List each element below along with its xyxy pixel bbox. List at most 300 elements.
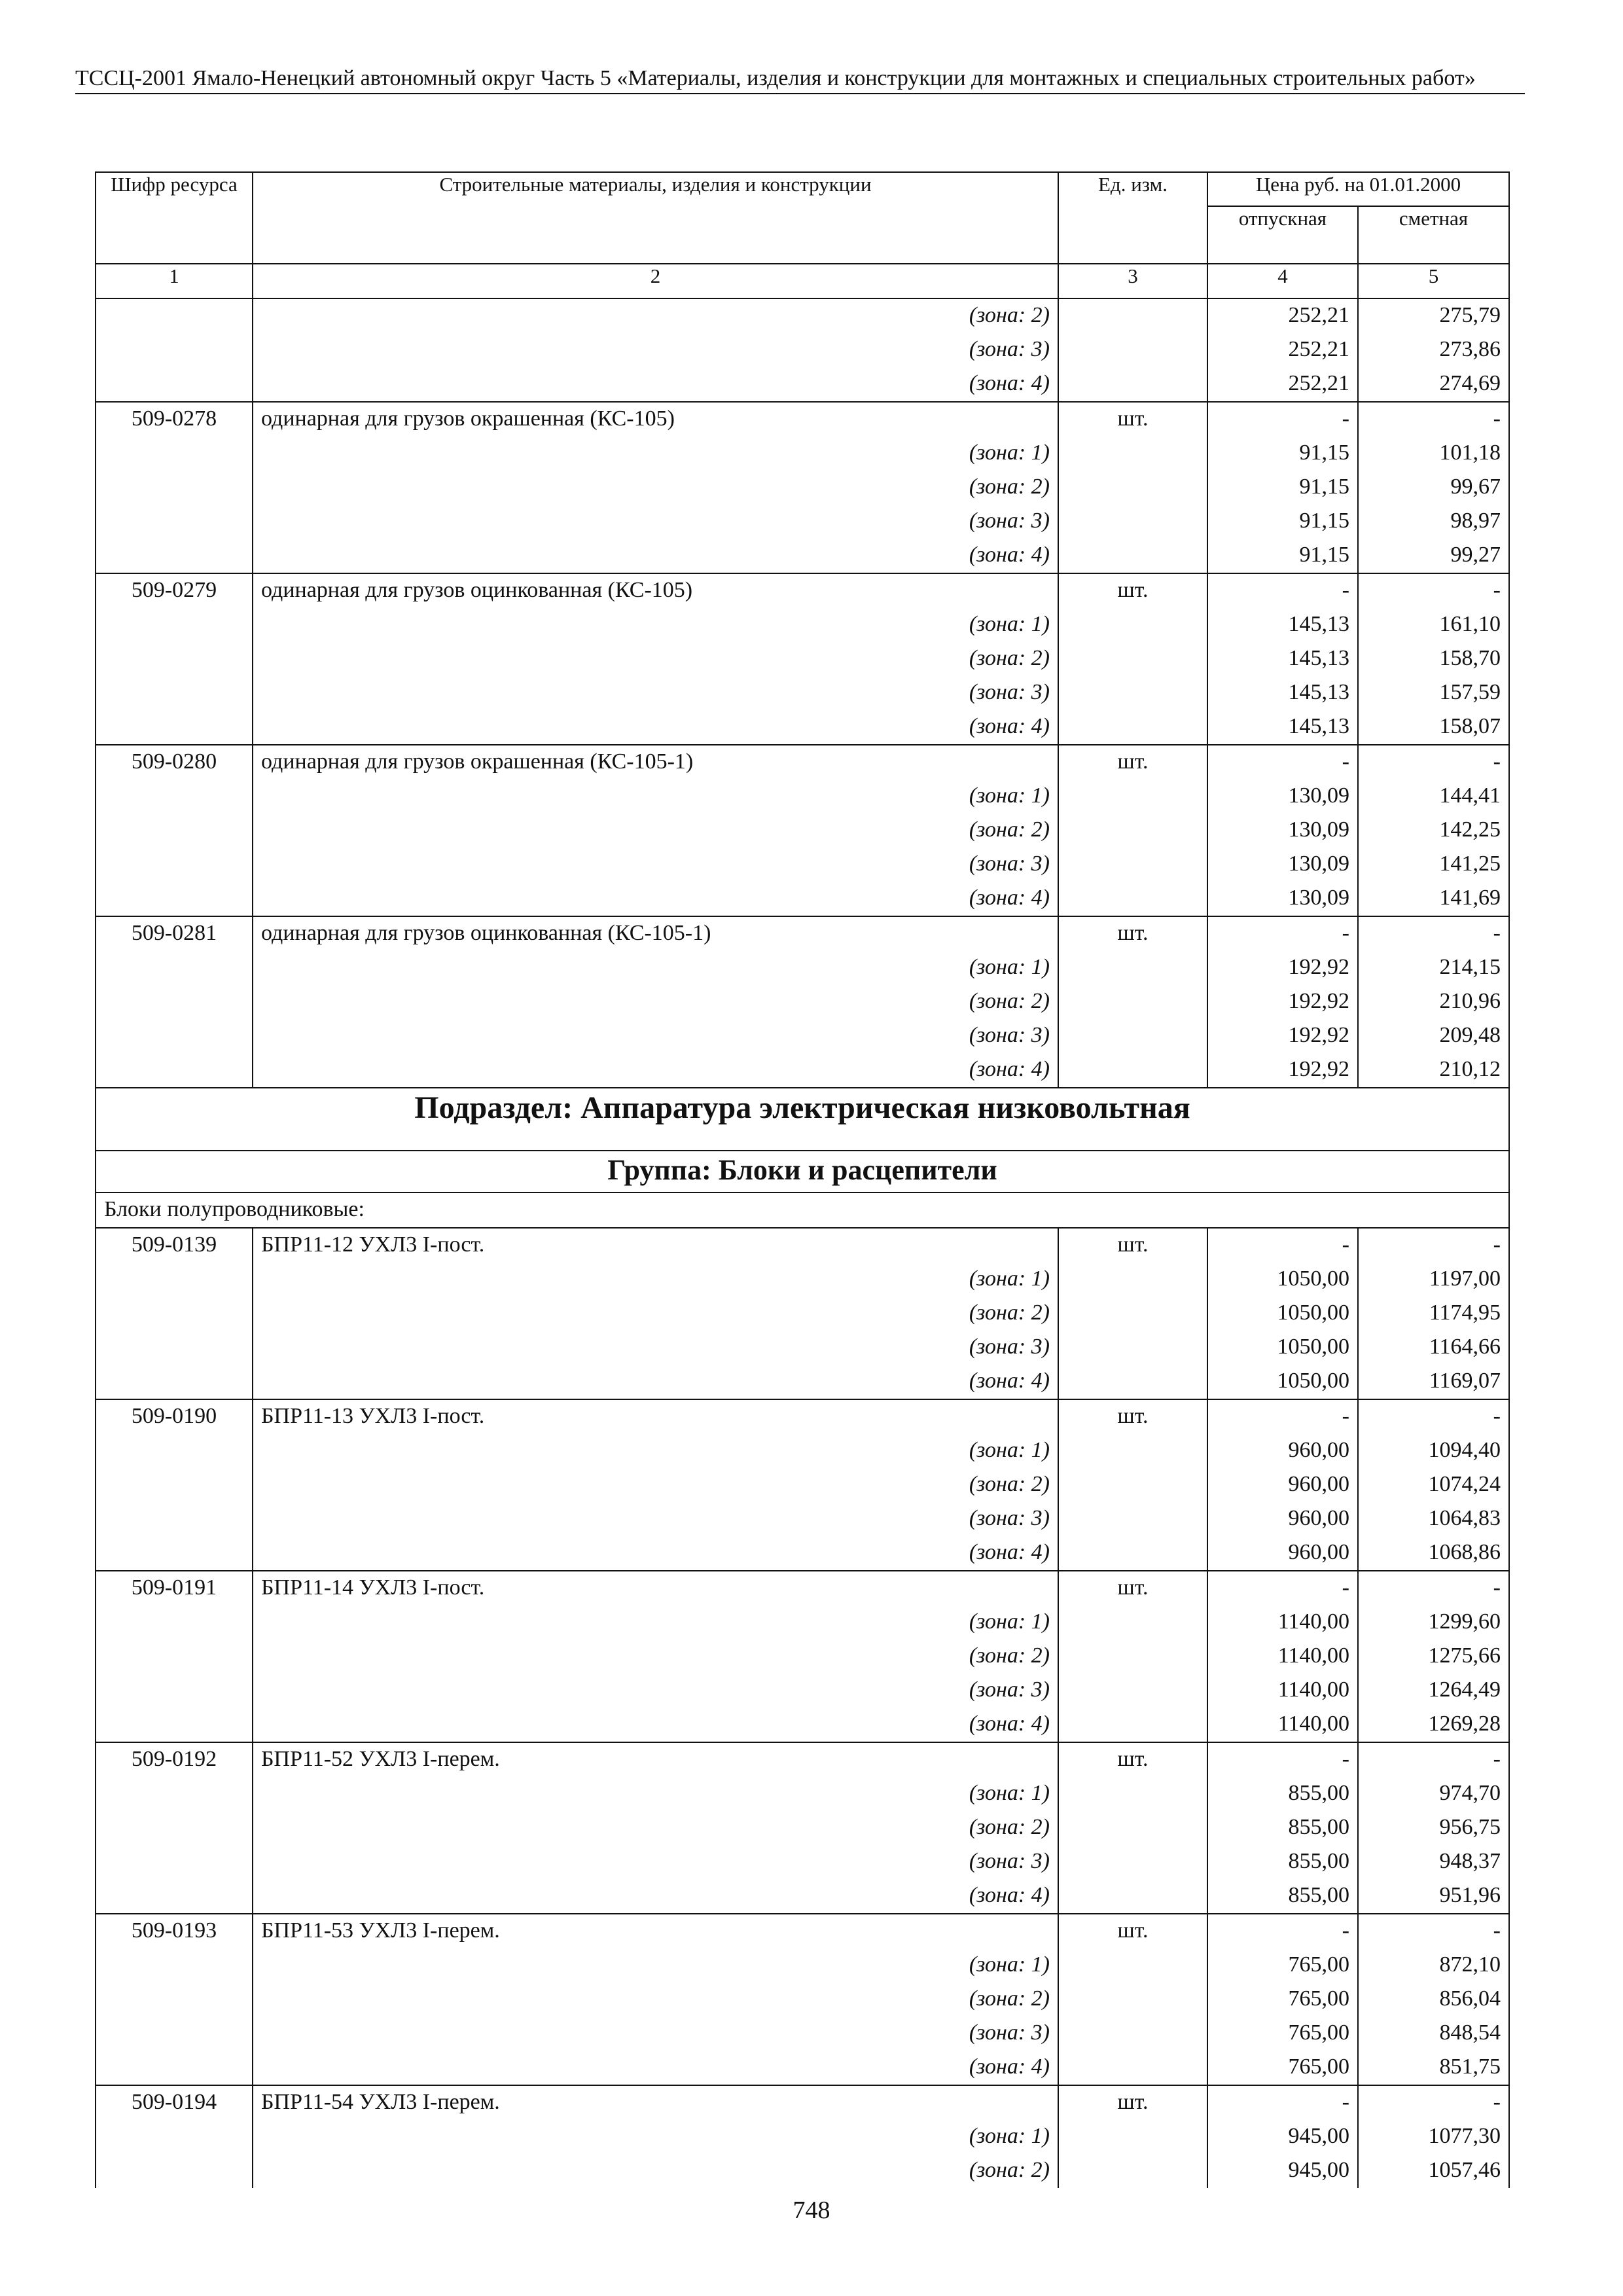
release-price-cell: 252,21 (1207, 333, 1358, 367)
col-number-1: 1 (96, 264, 253, 298)
estimate-price-cell: 158,70 (1358, 642, 1509, 676)
estimate-price-cell: 158,07 (1358, 710, 1509, 745)
release-price-cell: 145,13 (1207, 676, 1358, 710)
release-price-cell: 130,09 (1207, 780, 1358, 814)
estimate-price-cell: 1169,07 (1358, 1365, 1509, 1399)
table-row-zone (96, 1605, 1509, 1640)
resource-code-cell (96, 1879, 253, 1914)
estimate-price-cell: 974,70 (1358, 1777, 1509, 1811)
category-label: Блоки полупроводниковые: (96, 1193, 1509, 1228)
resource-code-cell (96, 2017, 253, 2051)
resource-code-cell (96, 298, 253, 333)
resource-code-cell (96, 1845, 253, 1879)
material-name-cell: БПР11-14 УХЛ3 I-пост. (253, 1571, 1058, 1605)
table-row-zone (96, 1263, 1509, 1297)
resource-code-cell (96, 1674, 253, 1708)
zone-label-cell: (зона: 3) (253, 2017, 1058, 2051)
table-row-zone (96, 505, 1509, 539)
resource-code-cell: 509-0192 (96, 1742, 253, 1777)
unit-cell (1058, 814, 1207, 848)
release-price-cell: 765,00 (1207, 1948, 1358, 1982)
unit-cell (1058, 642, 1207, 676)
release-price-cell: 1050,00 (1207, 1297, 1358, 1331)
price-table (95, 171, 1510, 2188)
resource-code-cell (96, 1297, 253, 1331)
category-row (96, 1193, 1509, 1228)
zone-label-cell: (зона: 4) (253, 539, 1058, 573)
zone-label-cell: (зона: 4) (253, 882, 1058, 916)
resource-code-cell (96, 814, 253, 848)
release-price-cell: 252,21 (1207, 367, 1358, 402)
resource-code-cell (96, 1811, 253, 1845)
table-row-zone (96, 951, 1509, 985)
estimate-price-cell: 856,04 (1358, 1982, 1509, 2017)
estimate-price-cell: - (1358, 573, 1509, 608)
unit-cell (1058, 1674, 1207, 1708)
release-price-cell: 765,00 (1207, 2017, 1358, 2051)
unit-cell (1058, 298, 1207, 333)
estimate-price-cell: 851,75 (1358, 2051, 1509, 2085)
release-price-cell: 192,92 (1207, 1019, 1358, 1053)
release-price-cell: 960,00 (1207, 1434, 1358, 1468)
unit-cell: шт. (1058, 402, 1207, 437)
estimate-price-cell: 1269,28 (1358, 1708, 1509, 1742)
col-header-unit: Ед. изм. (1058, 172, 1207, 264)
resource-code-cell (96, 710, 253, 745)
estimate-price-cell: 214,15 (1358, 951, 1509, 985)
unit-cell (1058, 2051, 1207, 2085)
estimate-price-cell: - (1358, 1228, 1509, 1263)
unit-cell (1058, 1331, 1207, 1365)
zone-label-cell: (зона: 1) (253, 1948, 1058, 1982)
release-price-cell: 855,00 (1207, 1811, 1358, 1845)
estimate-price-cell: - (1358, 1571, 1509, 1605)
material-name-cell: БПР11-52 УХЛ3 I-перем. (253, 1742, 1058, 1777)
estimate-price-cell: 142,25 (1358, 814, 1509, 848)
table-row-zone (96, 1948, 1509, 1982)
col-header-code: Шифр ресурса (96, 172, 253, 264)
unit-cell (1058, 848, 1207, 882)
unit-cell (1058, 1263, 1207, 1297)
resource-code-cell: 509-0194 (96, 2085, 253, 2120)
unit-cell (1058, 1297, 1207, 1331)
release-price-cell: 855,00 (1207, 1777, 1358, 1811)
resource-code-cell (96, 367, 253, 402)
material-name-cell: БПР11-54 УХЛ3 I-перем. (253, 2085, 1058, 2120)
release-price-cell: 252,21 (1207, 298, 1358, 333)
zone-label-cell: (зона: 3) (253, 505, 1058, 539)
unit-cell (1058, 2017, 1207, 2051)
resource-code-cell (96, 2120, 253, 2154)
table-row-item (96, 916, 1509, 951)
unit-cell (1058, 676, 1207, 710)
estimate-price-cell: 275,79 (1358, 298, 1509, 333)
estimate-price-cell: 1077,30 (1358, 2120, 1509, 2154)
table-row-zone (96, 539, 1509, 573)
unit-cell (1058, 1053, 1207, 1088)
estimate-price-cell: 1197,00 (1358, 1263, 1509, 1297)
release-price-cell: 945,00 (1207, 2154, 1358, 2188)
release-price-cell: 91,15 (1207, 471, 1358, 505)
subsection-heading-row (96, 1088, 1509, 1151)
table-row-zone (96, 1811, 1509, 1845)
unit-cell (1058, 539, 1207, 573)
unit-cell: шт. (1058, 2085, 1207, 2120)
table-row-zone (96, 1434, 1509, 1468)
release-price-cell: 1050,00 (1207, 1331, 1358, 1365)
table-row-zone (96, 608, 1509, 642)
zone-label-cell: (зона: 2) (253, 471, 1058, 505)
release-price-cell: 765,00 (1207, 1982, 1358, 2017)
table-row-item (96, 1571, 1509, 1605)
col-header-price-group: Цена руб. на 01.01.2000 (1207, 172, 1509, 206)
zone-label-cell: (зона: 1) (253, 1263, 1058, 1297)
unit-cell: шт. (1058, 1571, 1207, 1605)
estimate-price-cell: 1074,24 (1358, 1468, 1509, 1502)
table-row-zone (96, 985, 1509, 1019)
release-price-cell: 145,13 (1207, 608, 1358, 642)
release-price-cell: 192,92 (1207, 1053, 1358, 1088)
release-price-cell: 1140,00 (1207, 1605, 1358, 1640)
unit-cell (1058, 780, 1207, 814)
table-row-zone (96, 367, 1509, 402)
zone-label-cell: (зона: 3) (253, 676, 1058, 710)
zone-label-cell: (зона: 2) (253, 642, 1058, 676)
zone-label-cell: (зона: 2) (253, 1811, 1058, 1845)
unit-cell: шт. (1058, 916, 1207, 951)
estimate-price-cell: 948,37 (1358, 1845, 1509, 1879)
zone-label-cell: (зона: 4) (253, 367, 1058, 402)
zone-label-cell: (зона: 3) (253, 333, 1058, 367)
resource-code-cell (96, 1019, 253, 1053)
table-row-item (96, 1399, 1509, 1434)
unit-cell (1058, 1468, 1207, 1502)
resource-code-cell (96, 471, 253, 505)
resource-code-cell (96, 608, 253, 642)
unit-cell: шт. (1058, 1742, 1207, 1777)
zone-label-cell: (зона: 2) (253, 985, 1058, 1019)
table-row-zone (96, 2017, 1509, 2051)
zone-label-cell: (зона: 4) (253, 2051, 1058, 2085)
table-row-zone (96, 676, 1509, 710)
zone-label-cell: (зона: 3) (253, 1674, 1058, 1708)
table-row-zone (96, 2120, 1509, 2154)
estimate-price-cell: 951,96 (1358, 1879, 1509, 1914)
table-row-zone (96, 1019, 1509, 1053)
table-row-item (96, 402, 1509, 437)
zone-label-cell: (зона: 1) (253, 437, 1058, 471)
unit-cell (1058, 1434, 1207, 1468)
unit-cell (1058, 505, 1207, 539)
zone-label-cell: (зона: 4) (253, 1708, 1058, 1742)
table-row-zone (96, 333, 1509, 367)
release-price-cell: - (1207, 745, 1358, 780)
release-price-cell: 130,09 (1207, 814, 1358, 848)
zone-label-cell: (зона: 2) (253, 1468, 1058, 1502)
table-row-zone (96, 298, 1509, 333)
estimate-price-cell: 274,69 (1358, 367, 1509, 402)
resource-code-cell (96, 1263, 253, 1297)
estimate-price-cell: 872,10 (1358, 1948, 1509, 1982)
table-row-zone (96, 710, 1509, 745)
resource-code-cell (96, 1365, 253, 1399)
page-number: 748 (793, 2197, 830, 2224)
estimate-price-cell: 98,97 (1358, 505, 1509, 539)
resource-code-cell (96, 882, 253, 916)
unit-cell: шт. (1058, 1228, 1207, 1263)
release-price-cell: - (1207, 1742, 1358, 1777)
col-number-3: 3 (1058, 264, 1207, 298)
zone-label-cell: (зона: 1) (253, 1434, 1058, 1468)
unit-cell (1058, 1948, 1207, 1982)
unit-cell (1058, 1708, 1207, 1742)
col-number-2: 2 (253, 264, 1058, 298)
resource-code-cell (96, 1982, 253, 2017)
table-row-zone (96, 1708, 1509, 1742)
unit-cell (1058, 367, 1207, 402)
release-price-cell: 1050,00 (1207, 1263, 1358, 1297)
release-price-cell: - (1207, 573, 1358, 608)
release-price-cell: 130,09 (1207, 848, 1358, 882)
estimate-price-cell: 157,59 (1358, 676, 1509, 710)
zone-label-cell: (зона: 1) (253, 780, 1058, 814)
zone-label-cell: (зона: 2) (253, 2154, 1058, 2188)
estimate-price-cell: 1275,66 (1358, 1640, 1509, 1674)
resource-code-cell: 509-0280 (96, 745, 253, 780)
resource-code-cell (96, 1468, 253, 1502)
zone-label-cell: (зона: 3) (253, 1331, 1058, 1365)
release-price-cell: - (1207, 1914, 1358, 1948)
resource-code-cell: 509-0139 (96, 1228, 253, 1263)
table-row-zone (96, 1536, 1509, 1571)
resource-code-cell (96, 676, 253, 710)
estimate-price-cell: 144,41 (1358, 780, 1509, 814)
table-row-zone (96, 437, 1509, 471)
material-name-cell: одинарная для грузов оцинкованная (КС-105-1) (253, 916, 1058, 951)
unit-cell (1058, 1502, 1207, 1536)
estimate-price-cell: - (1358, 1742, 1509, 1777)
estimate-price-cell: 273,86 (1358, 333, 1509, 367)
release-price-cell: 1050,00 (1207, 1365, 1358, 1399)
zone-label-cell: (зона: 4) (253, 1879, 1058, 1914)
resource-code-cell (96, 951, 253, 985)
resource-code-cell (96, 1331, 253, 1365)
release-price-cell: 945,00 (1207, 2120, 1358, 2154)
resource-code-cell: 509-0190 (96, 1399, 253, 1434)
release-price-cell: - (1207, 1228, 1358, 1263)
release-price-cell: - (1207, 402, 1358, 437)
material-name-cell: одинарная для грузов оцинкованная (КС-105) (253, 573, 1058, 608)
table-row-item (96, 1228, 1509, 1263)
zone-label-cell: (зона: 3) (253, 848, 1058, 882)
zone-label-cell: (зона: 4) (253, 1365, 1058, 1399)
table-row-item (96, 573, 1509, 608)
zone-label-cell: (зона: 1) (253, 1605, 1058, 1640)
zone-label-cell: (зона: 2) (253, 1982, 1058, 2017)
table-row-zone (96, 1365, 1509, 1399)
table-row-zone (96, 2051, 1509, 2085)
resource-code-cell: 509-0193 (96, 1914, 253, 1948)
resource-code-cell (96, 1948, 253, 1982)
release-price-cell: 960,00 (1207, 1536, 1358, 1571)
group-title: Группа: Блоки и расцепители (96, 1151, 1509, 1193)
release-price-cell: 1140,00 (1207, 1708, 1358, 1742)
material-name-cell: БПР11-53 УХЛ3 I-перем. (253, 1914, 1058, 1948)
resource-code-cell (96, 333, 253, 367)
estimate-price-cell: 1057,46 (1358, 2154, 1509, 2188)
release-price-cell: 130,09 (1207, 882, 1358, 916)
resource-code-cell (96, 848, 253, 882)
release-price-cell: 192,92 (1207, 985, 1358, 1019)
estimate-price-cell: 1068,86 (1358, 1536, 1509, 1571)
unit-cell (1058, 1879, 1207, 1914)
material-name-cell: одинарная для грузов окрашенная (КС-105) (253, 402, 1058, 437)
release-price-cell: 91,15 (1207, 437, 1358, 471)
table-row-zone (96, 1053, 1509, 1088)
estimate-price-cell: 141,69 (1358, 882, 1509, 916)
unit-cell (1058, 1845, 1207, 1879)
estimate-price-cell: 209,48 (1358, 1019, 1509, 1053)
unit-cell (1058, 951, 1207, 985)
estimate-price-cell: 1174,95 (1358, 1297, 1509, 1331)
release-price-cell: - (1207, 916, 1358, 951)
material-name-cell: БПР11-13 УХЛ3 I-пост. (253, 1399, 1058, 1434)
unit-cell (1058, 608, 1207, 642)
table-row-zone (96, 1879, 1509, 1914)
group-heading-row (96, 1151, 1509, 1193)
estimate-price-cell: 99,67 (1358, 471, 1509, 505)
unit-cell (1058, 985, 1207, 1019)
estimate-price-cell: 956,75 (1358, 1811, 1509, 1845)
estimate-price-cell: 1264,49 (1358, 1674, 1509, 1708)
col-header-name: Строительные материалы, изделия и конструкции (253, 172, 1058, 264)
resource-code-cell (96, 2051, 253, 2085)
unit-cell (1058, 2120, 1207, 2154)
resource-code-cell (96, 780, 253, 814)
table-row-zone (96, 1297, 1509, 1331)
resource-code-cell (96, 1640, 253, 1674)
release-price-cell: 960,00 (1207, 1502, 1358, 1536)
release-price-cell: 765,00 (1207, 2051, 1358, 2085)
release-price-cell: 145,13 (1207, 642, 1358, 676)
zone-label-cell: (зона: 4) (253, 710, 1058, 745)
release-price-cell: 91,15 (1207, 505, 1358, 539)
unit-cell (1058, 471, 1207, 505)
unit-cell (1058, 1811, 1207, 1845)
resource-code-cell (96, 1053, 253, 1088)
resource-code-cell: 509-0278 (96, 402, 253, 437)
estimate-price-cell: - (1358, 1914, 1509, 1948)
estimate-price-cell: - (1358, 402, 1509, 437)
release-price-cell: 192,92 (1207, 951, 1358, 985)
unit-cell (1058, 2154, 1207, 2188)
unit-cell: шт. (1058, 573, 1207, 608)
unit-cell (1058, 1365, 1207, 1399)
unit-cell (1058, 1640, 1207, 1674)
table-row-zone (96, 1331, 1509, 1365)
unit-cell (1058, 333, 1207, 367)
release-price-cell: 960,00 (1207, 1468, 1358, 1502)
table-row-zone (96, 471, 1509, 505)
col-number-4: 4 (1207, 264, 1358, 298)
resource-code-cell (96, 1605, 253, 1640)
zone-label-cell: (зона: 4) (253, 1536, 1058, 1571)
resource-code-cell (96, 1502, 253, 1536)
estimate-price-cell: 161,10 (1358, 608, 1509, 642)
estimate-price-cell: 1164,66 (1358, 1331, 1509, 1365)
release-price-cell: 855,00 (1207, 1879, 1358, 1914)
estimate-price-cell: 1094,40 (1358, 1434, 1509, 1468)
zone-label-cell: (зона: 3) (253, 1845, 1058, 1879)
release-price-cell: 1140,00 (1207, 1674, 1358, 1708)
table-row-zone (96, 1640, 1509, 1674)
subsection-title: Подраздел: Аппаратура электрическая низковольтная (96, 1088, 1509, 1151)
resource-code-cell (96, 1536, 253, 1571)
table-row-zone (96, 2154, 1509, 2188)
zone-label-cell: (зона: 1) (253, 951, 1058, 985)
table-row-item (96, 1914, 1509, 1948)
table-row-zone (96, 882, 1509, 916)
table-row-zone (96, 1674, 1509, 1708)
estimate-price-cell: 1064,83 (1358, 1502, 1509, 1536)
material-name-cell: БПР11-12 УХЛ3 I-пост. (253, 1228, 1058, 1263)
zone-label-cell: (зона: 1) (253, 2120, 1058, 2154)
zone-label-cell: (зона: 2) (253, 814, 1058, 848)
zone-label-cell: (зона: 4) (253, 1053, 1058, 1088)
col-number-5: 5 (1358, 264, 1509, 298)
table-row-zone (96, 642, 1509, 676)
table-row-zone (96, 848, 1509, 882)
resource-code-cell (96, 2154, 253, 2188)
table-row-zone (96, 814, 1509, 848)
unit-cell: шт. (1058, 1914, 1207, 1948)
release-price-cell: - (1207, 1399, 1358, 1434)
unit-cell (1058, 1019, 1207, 1053)
table-body (96, 298, 1509, 2188)
resource-code-cell (96, 1708, 253, 1742)
estimate-price-cell: 99,27 (1358, 539, 1509, 573)
table-row-item (96, 745, 1509, 780)
zone-label-cell: (зона: 3) (253, 1502, 1058, 1536)
estimate-price-cell: 101,18 (1358, 437, 1509, 471)
release-price-cell: 145,13 (1207, 710, 1358, 745)
resource-code-cell (96, 1777, 253, 1811)
resource-code-cell (96, 505, 253, 539)
table-row-item (96, 2085, 1509, 2120)
zone-label-cell: (зона: 2) (253, 1640, 1058, 1674)
col-header-release-price: отпускная (1207, 206, 1358, 264)
release-price-cell: - (1207, 2085, 1358, 2120)
table-row-zone (96, 780, 1509, 814)
material-name-cell: одинарная для грузов окрашенная (КС-105-1) (253, 745, 1058, 780)
estimate-price-cell: - (1358, 2085, 1509, 2120)
release-price-cell: 1140,00 (1207, 1640, 1358, 1674)
unit-cell (1058, 1605, 1207, 1640)
resource-code-cell (96, 1434, 253, 1468)
zone-label-cell: (зона: 2) (253, 298, 1058, 333)
unit-cell (1058, 710, 1207, 745)
zone-label-cell: (зона: 1) (253, 608, 1058, 642)
unit-cell (1058, 882, 1207, 916)
resource-code-cell (96, 642, 253, 676)
release-price-cell: 91,15 (1207, 539, 1358, 573)
resource-code-cell (96, 539, 253, 573)
col-header-estimate-price: сметная (1358, 206, 1509, 264)
table-row-zone (96, 1468, 1509, 1502)
estimate-price-cell: 1299,60 (1358, 1605, 1509, 1640)
resource-code-cell: 509-0281 (96, 916, 253, 951)
release-price-cell: - (1207, 1571, 1358, 1605)
